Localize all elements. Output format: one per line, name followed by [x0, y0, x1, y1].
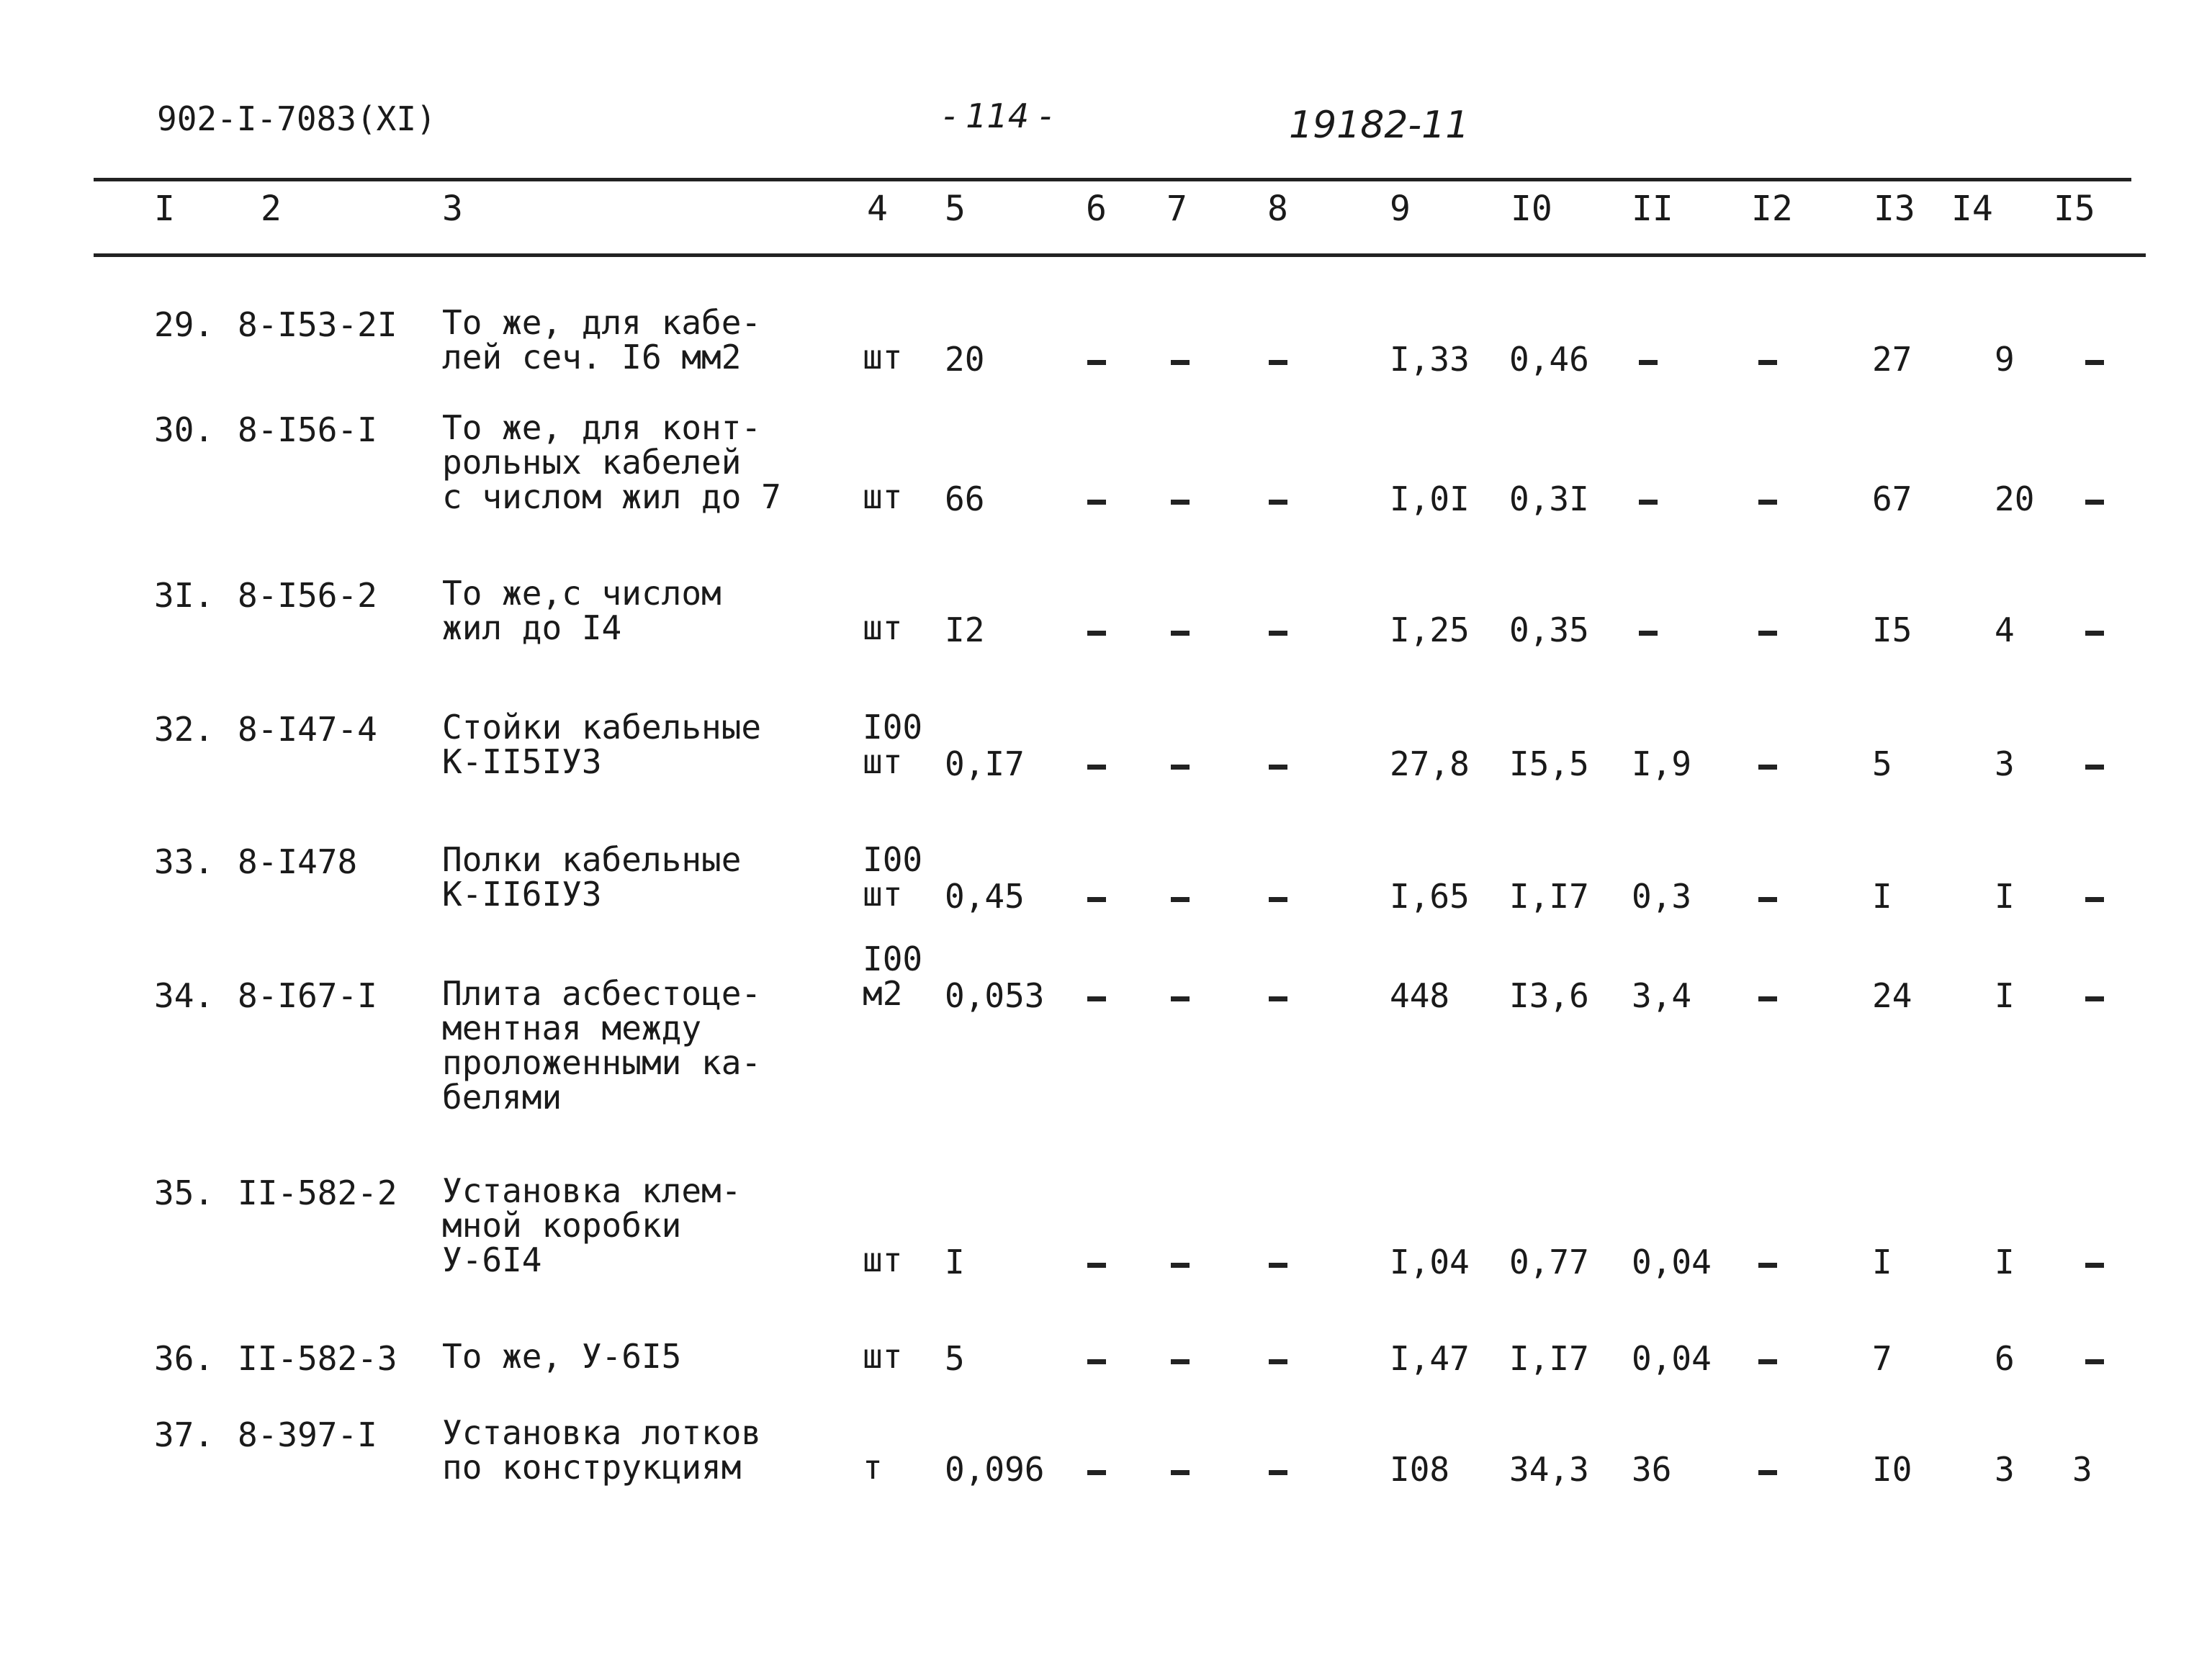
quantity: 66 [945, 479, 985, 518]
quantity: 0,096 [945, 1450, 1045, 1489]
quantity: 5 [945, 1339, 965, 1378]
col-11-value: I,9 [1632, 744, 1692, 783]
row-number: 35. [154, 1173, 215, 1212]
dash-mark [1087, 996, 1106, 1001]
col-9-value: 448 [1390, 976, 1450, 1015]
dash-mark [1171, 996, 1190, 1001]
col-9-value: I08 [1390, 1450, 1450, 1489]
column-header: 6 [1086, 189, 1107, 229]
row-number: 36. [154, 1339, 215, 1378]
unit-of-measure: I00 шт [863, 708, 923, 781]
dash-mark [1171, 765, 1190, 770]
dash-mark [2085, 1359, 2104, 1364]
dash-mark [2085, 631, 2104, 636]
column-header: I [154, 189, 175, 229]
document-code: 902-I-7083(XI) [157, 99, 436, 138]
col-15-value: 3 [2072, 1450, 2092, 1489]
work-description: Полки кабельные К-II6IУЗ [442, 840, 742, 914]
rate-code: 8-I47-4 [238, 710, 377, 749]
dash-mark [1269, 500, 1287, 505]
unit-of-measure: шт [863, 1337, 903, 1376]
rate-code: 8-I56-2 [238, 576, 377, 615]
col-14-value: 6 [1995, 1339, 2015, 1378]
rate-code: 8-I67-I [238, 976, 377, 1015]
dash-mark [1758, 360, 1777, 365]
dash-mark [2085, 996, 2104, 1001]
dash-mark [2085, 1263, 2104, 1268]
col-10-value: 0,3I [1509, 479, 1589, 518]
col-13-value: I [1872, 1243, 1892, 1281]
rate-code: II-582-3 [238, 1339, 397, 1378]
rate-code: 8-I53-2I [238, 305, 397, 344]
unit-of-measure: I00 шт [863, 840, 923, 914]
col-13-value: 27 [1872, 340, 1912, 379]
work-description: Установка лотков по конструкциям [442, 1413, 762, 1487]
column-header: I2 [1751, 189, 1793, 229]
quantity: 0,053 [945, 976, 1045, 1015]
work-description: То же, для кабе- лей сеч. I6 мм2 [442, 303, 762, 377]
dash-mark [1171, 897, 1190, 902]
dash-mark [1087, 897, 1106, 902]
col-10-value: I5,5 [1509, 744, 1589, 783]
row-number: 29. [154, 305, 215, 344]
work-description: Стойки кабельные К-II5IУЗ [442, 708, 762, 781]
col-14-value: 20 [1995, 479, 2035, 518]
col-10-value: I,I7 [1509, 1339, 1589, 1378]
dash-mark [1269, 897, 1287, 902]
col-9-value: I,0I [1390, 479, 1470, 518]
dash-mark [1171, 1470, 1190, 1475]
dash-mark [1171, 1359, 1190, 1364]
col-10-value: I,I7 [1509, 877, 1589, 916]
dash-mark [1087, 765, 1106, 770]
dash-mark [1269, 1359, 1287, 1364]
col-9-value: I,33 [1390, 340, 1470, 379]
dash-mark [2085, 500, 2104, 505]
dash-mark [1758, 500, 1777, 505]
row-number: 33. [154, 842, 215, 881]
work-description: Плита асбестоце- ментная между проложенными ка- белями [442, 974, 762, 1117]
page-number: - 114 - [943, 96, 1052, 135]
dash-mark [1087, 1263, 1106, 1268]
quantity: I [945, 1243, 965, 1281]
col-13-value: I5 [1872, 611, 1912, 649]
col-14-value: 3 [1995, 744, 2015, 783]
col-11-value: 0,3 [1632, 877, 1692, 916]
col-14-value: I [1995, 877, 2015, 916]
col-11-value: 0,04 [1632, 1339, 1712, 1378]
col-14-value: I [1995, 976, 2015, 1015]
dash-mark [1087, 500, 1106, 505]
dash-mark [1269, 996, 1287, 1001]
col-10-value: 0,77 [1509, 1243, 1589, 1281]
col-14-value: 4 [1995, 611, 2015, 649]
col-11-value: 0,04 [1632, 1243, 1712, 1281]
work-description: То же, для конт- рольных кабелей с числом жил до 7 [442, 408, 781, 516]
col-9-value: 27,8 [1390, 744, 1470, 783]
col-13-value: I0 [1872, 1450, 1912, 1489]
dash-mark [1171, 631, 1190, 636]
col-13-value: I [1872, 877, 1892, 916]
column-header: 8 [1267, 189, 1288, 229]
dash-mark [1758, 1470, 1777, 1475]
rate-code: 8-I56-I [238, 410, 377, 449]
row-number: 32. [154, 710, 215, 749]
col-10-value: 34,3 [1509, 1450, 1589, 1489]
dash-mark [2085, 360, 2104, 365]
unit-of-measure: шт [863, 1240, 903, 1279]
dash-mark [1758, 765, 1777, 770]
dash-mark [1639, 631, 1658, 636]
dash-mark [2085, 897, 2104, 902]
col-13-value: 7 [1872, 1339, 1892, 1378]
quantity: 0,45 [945, 877, 1025, 916]
dash-mark [1087, 360, 1106, 365]
unit-of-measure: шт [863, 338, 903, 377]
column-header: 5 [945, 189, 966, 229]
row-number: 3I. [154, 576, 215, 615]
dash-mark [1269, 765, 1287, 770]
rate-code: II-582-2 [238, 1173, 397, 1212]
unit-of-measure: шт [863, 608, 903, 647]
work-description: То же, У-6I5 [442, 1337, 682, 1376]
column-header: I0 [1511, 189, 1552, 229]
dash-mark [1087, 1470, 1106, 1475]
row-number: 30. [154, 410, 215, 449]
dash-mark [1639, 500, 1658, 505]
dash-mark [1171, 500, 1190, 505]
column-header: I5 [2054, 189, 2095, 229]
quantity: 0,I7 [945, 744, 1025, 783]
dash-mark [1269, 1263, 1287, 1268]
dash-mark [1639, 360, 1658, 365]
rate-code: 8-I478 [238, 842, 358, 881]
column-header: 9 [1390, 189, 1411, 229]
unit-of-measure: шт [863, 477, 903, 516]
col-9-value: I,47 [1390, 1339, 1470, 1378]
col-14-value: 9 [1995, 340, 2015, 379]
column-header: 3 [442, 189, 463, 229]
dash-mark [1758, 996, 1777, 1001]
column-header: 4 [867, 189, 888, 229]
dash-mark [1171, 1263, 1190, 1268]
column-header: I4 [1951, 189, 1993, 229]
handwritten-code: 19182-11 [1289, 104, 1470, 147]
dash-mark [1269, 360, 1287, 365]
quantity: I2 [945, 611, 985, 649]
dash-mark [1269, 631, 1287, 636]
col-9-value: I,65 [1390, 877, 1470, 916]
work-description: То же,с числом жил до I4 [442, 574, 721, 647]
dash-mark [1087, 1359, 1106, 1364]
quantity: 20 [945, 340, 985, 379]
rate-code: 8-397-I [238, 1415, 377, 1454]
dash-mark [1758, 1359, 1777, 1364]
col-13-value: 67 [1872, 479, 1912, 518]
dash-mark [1758, 1263, 1777, 1268]
column-header: II [1632, 189, 1673, 229]
col-14-value: I [1995, 1243, 2015, 1281]
dash-mark [1269, 1470, 1287, 1475]
dash-mark [1087, 631, 1106, 636]
col-10-value: 0,35 [1509, 611, 1589, 649]
work-description: Установка клем- мной коробки У-6I4 [442, 1171, 742, 1279]
column-header: 7 [1166, 189, 1187, 229]
col-10-value: 0,46 [1509, 340, 1589, 379]
col-11-value: 3,4 [1632, 976, 1692, 1015]
row-number: 34. [154, 976, 215, 1015]
dash-mark [2085, 765, 2104, 770]
unit-of-measure: I00 м2 [863, 940, 923, 1013]
header-rule-bottom [94, 253, 2146, 257]
column-header: I3 [1874, 189, 1915, 229]
dash-mark [1758, 631, 1777, 636]
column-header: 2 [261, 189, 282, 229]
col-10-value: I3,6 [1509, 976, 1589, 1015]
col-13-value: 5 [1872, 744, 1892, 783]
col-14-value: 3 [1995, 1450, 2015, 1489]
col-11-value: 36 [1632, 1450, 1672, 1489]
header-rule-top [94, 178, 2131, 181]
row-number: 37. [154, 1415, 215, 1454]
unit-of-measure: т [863, 1448, 883, 1487]
col-9-value: I,04 [1390, 1243, 1470, 1281]
col-9-value: I,25 [1390, 611, 1470, 649]
col-13-value: 24 [1872, 976, 1912, 1015]
dash-mark [1171, 360, 1190, 365]
dash-mark [1758, 897, 1777, 902]
